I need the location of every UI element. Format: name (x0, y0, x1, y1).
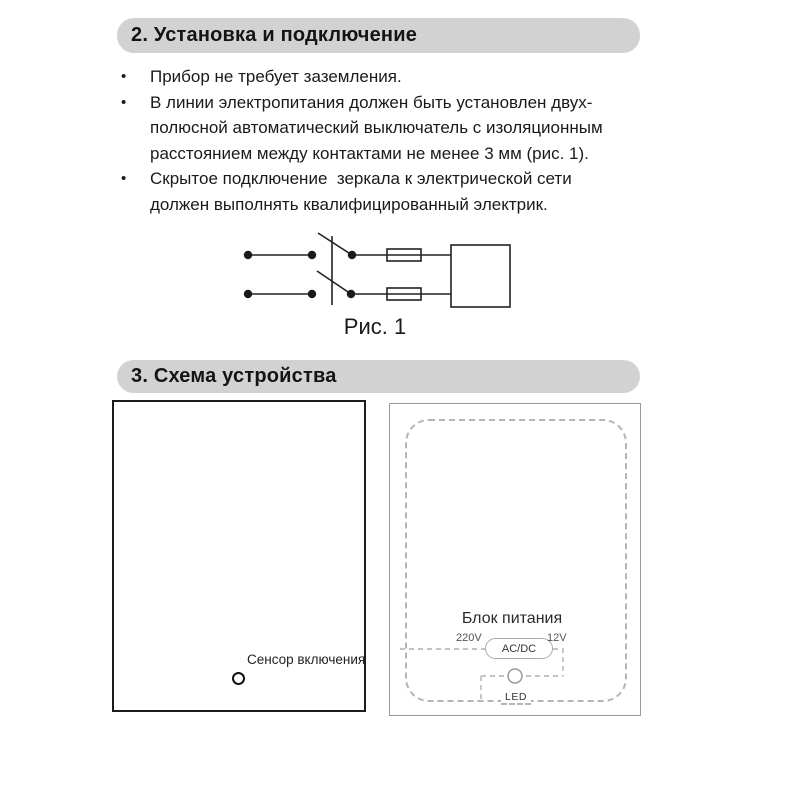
terminal-dot (348, 251, 356, 259)
terminal-dot (308, 251, 316, 259)
terminal-dot (244, 290, 252, 298)
mirror-front-view (112, 400, 366, 712)
bullet-marker: • (121, 170, 127, 187)
bullet-text: Скрытое подключение зеркала к электрической сети должен выполнять квалифицированный электрик. (150, 169, 572, 214)
input-voltage-label: 220V (456, 632, 482, 644)
connector-dot (508, 669, 522, 683)
led-label: LED (501, 691, 531, 705)
sensor-label: Сенсор включения (247, 652, 366, 667)
bullet-item (119, 90, 679, 167)
section-heading-schema (117, 360, 640, 393)
bullet-marker: • (121, 68, 127, 85)
bullet-text: Прибор не требует заземления. (150, 67, 402, 86)
figure1-caption: Рис. 1 (343, 314, 407, 339)
section-heading-schema-text: 3. Схема устройства (131, 365, 337, 387)
wire-12v-out (553, 649, 563, 676)
bullet-item (119, 64, 679, 90)
section-heading-install (117, 18, 640, 53)
terminal-dot (347, 290, 355, 298)
switch-blade-2 (317, 271, 351, 294)
psu-wiring (390, 404, 642, 717)
mirror-back-view (389, 403, 641, 716)
psu-title: Блок питания (461, 610, 563, 627)
section-heading-install-text: 2. Установка и подключение (131, 24, 418, 46)
switch-blade-1 (318, 233, 352, 255)
acdc-converter: AC/DC (485, 638, 553, 659)
power-sensor-dot (232, 672, 245, 685)
bullet-marker: • (121, 93, 127, 111)
device-box (451, 245, 510, 307)
terminal-dot (244, 251, 252, 259)
bullet-text: В линии электропитания должен быть установлен двух- полюсной автоматический выключатель с изоляционным расстоянием между контактами не менее 3 мм (рис. 1). (150, 92, 603, 163)
output-voltage-label: 12V (547, 632, 567, 644)
terminal-dot (308, 290, 316, 298)
figure1-circuit-diagram (230, 222, 520, 317)
install-bullet-list (119, 64, 679, 217)
bullet-item (119, 166, 679, 217)
